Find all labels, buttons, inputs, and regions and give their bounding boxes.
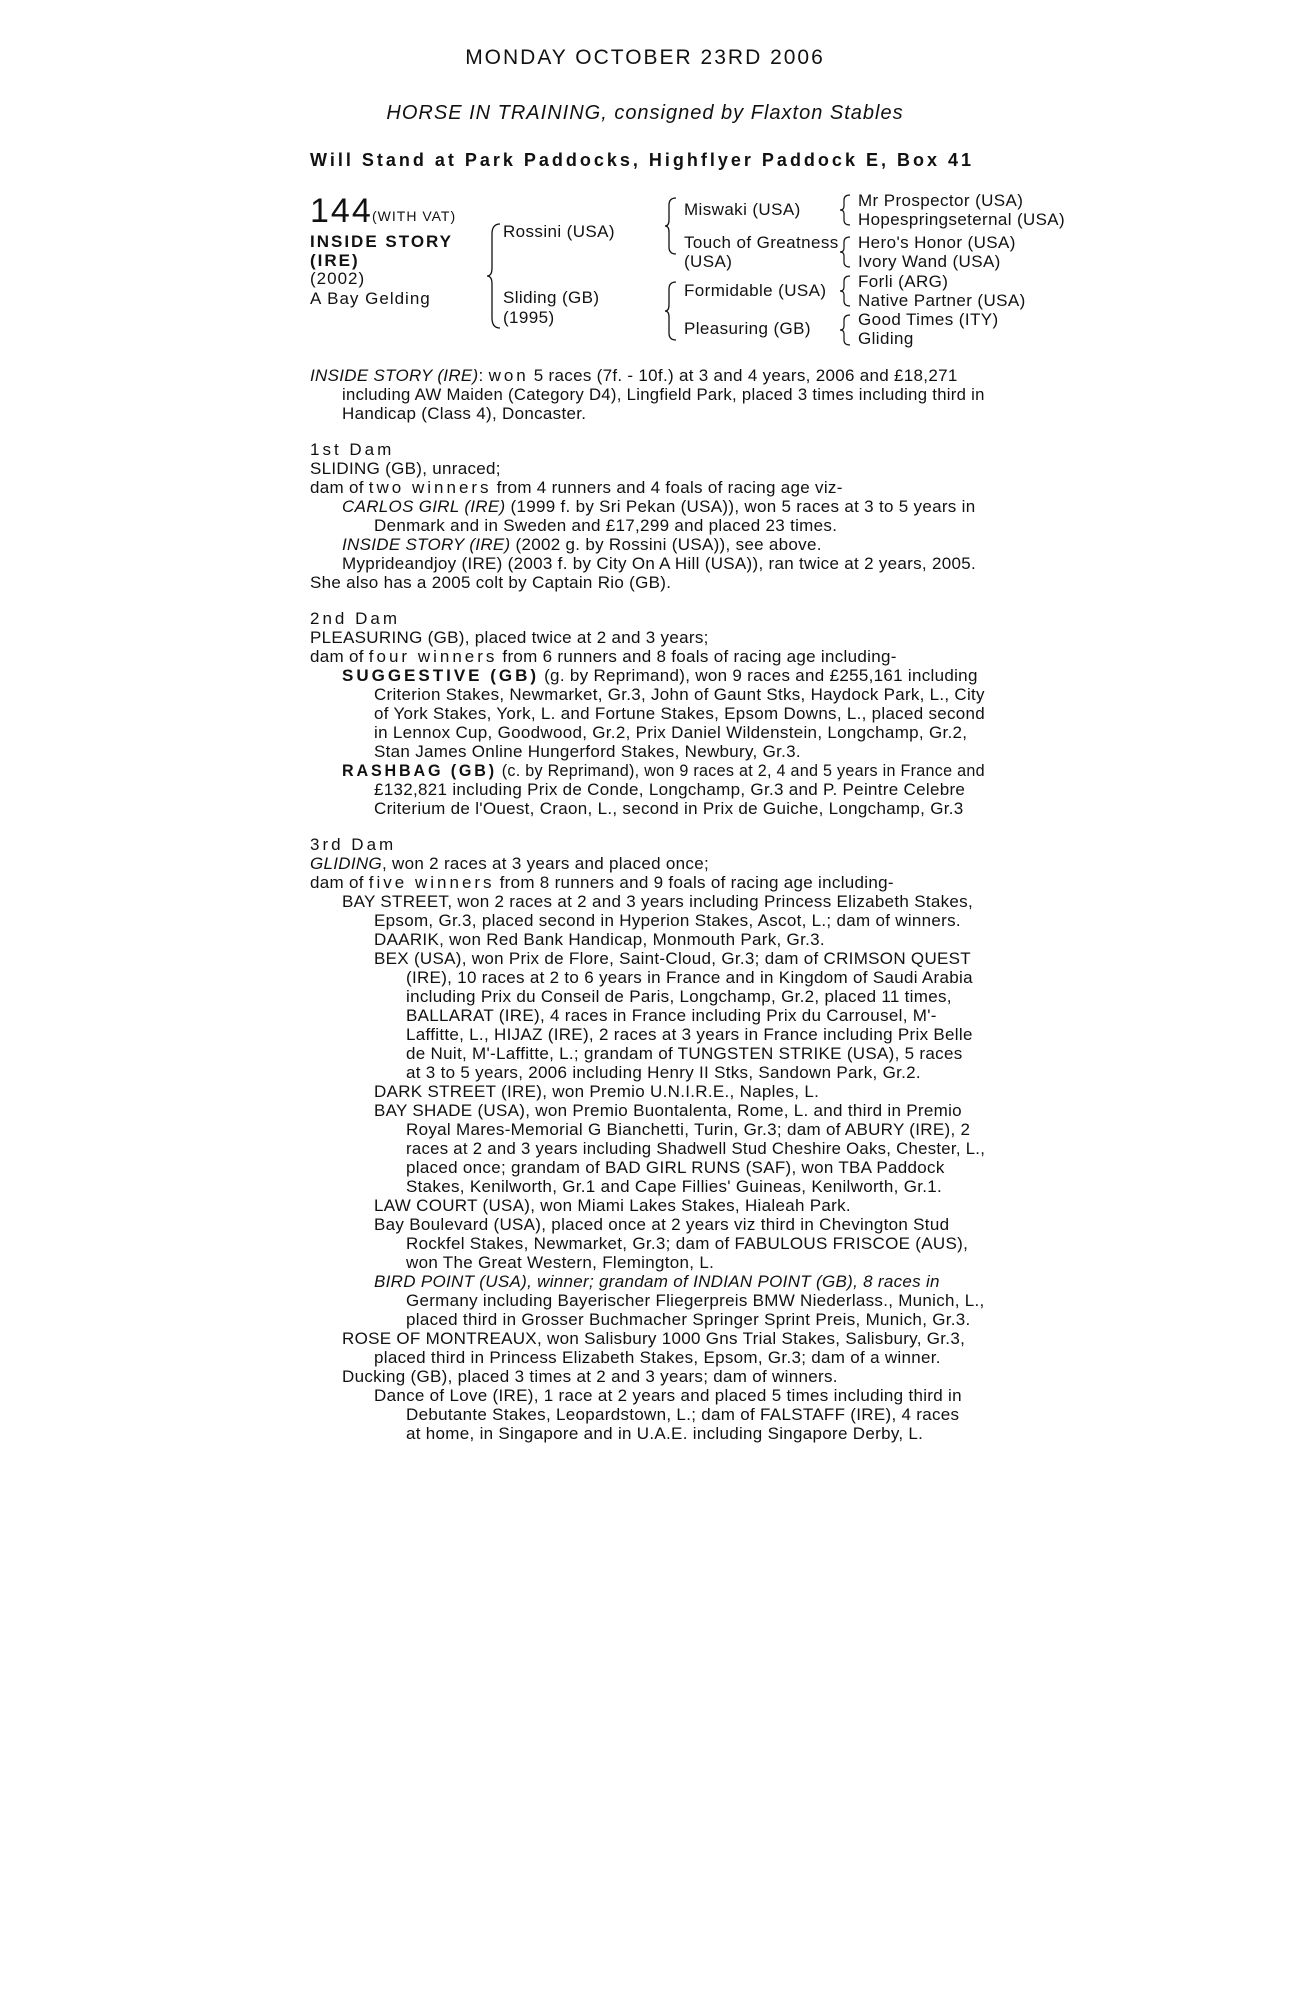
third-dam-produce-9: de Nuit, M'-Laffitte, L.; grandam of TUNGSTEN STRIKE (USA), 5 races (406, 1044, 963, 1063)
third-dam-l1b: , won 2 races at 3 years and placed once; (382, 854, 710, 873)
sire-dam-brace (486, 222, 504, 330)
third-dam-produce-4: BEX (USA), won Prix de Flore, Saint-Cloud, Gr.3; dam of CRIMSON QUEST (374, 949, 971, 968)
dam-sire: Formidable (USA) (684, 281, 827, 300)
inside-story-ref: INSIDE STORY (IRE) (342, 535, 511, 554)
first-dam-line-4: Denmark and in Sweden and £17,299 and placed 23 times. (374, 516, 838, 535)
second-dam-line-8 (342, 761, 985, 780)
horse-origin: (IRE) (310, 251, 360, 270)
third-dam-produce-20: won The Great Western, Flemington, L. (406, 1253, 715, 1272)
first-dam-line-3 (342, 497, 975, 516)
grandsire-6: Native Partner (USA) (858, 291, 1026, 310)
third-dam-produce-11: DARK STREET (IRE), won Premio U.N.I.R.E., Naples, L. (374, 1082, 820, 1101)
third-dam-line-1 (310, 854, 709, 873)
third-dam-produce-25: placed third in Princess Elizabeth Stakes, Epsom, Gr.3; dam of a winner. (374, 1348, 941, 1367)
rashbag-name: RASHBAG (GB) (342, 761, 497, 780)
dam: Sliding (GB) (503, 288, 600, 307)
horse-name: INSIDE STORY (310, 232, 454, 251)
first-dam-line-2 (310, 478, 843, 497)
grandsire-8: Gliding (858, 329, 914, 348)
sire-dam-origin: (USA) (684, 252, 733, 271)
second-dam-line-6: in Lennox Cup, Goodwood, Gr.2, Prix Daniel Wildenstein, Longchamp, Gr.2, (374, 723, 968, 742)
second-dam-heading: 2nd Dam (310, 609, 400, 628)
summary-text: 5 races (7f. - 10f.) at 3 and 4 years, 2006 and £18,271 (528, 366, 958, 385)
second-dam-line-3 (342, 666, 978, 685)
sire: Rossini (USA) (503, 222, 615, 241)
first-dam-l2c: from 4 runners and 4 foals of racing age viz- (491, 478, 843, 497)
carlos-girl-name: CARLOS GIRL (IRE) (342, 497, 506, 516)
third-dam-produce-27: Dance of Love (IRE), 1 race at 2 years and placed 5 times including third in (374, 1386, 962, 1405)
second-dam-l2a: dam of (310, 647, 369, 666)
third-dam-produce-2: Epsom, Gr.3, placed second in Hyperion Stakes, Ascot, L.; dam of winners. (374, 911, 961, 930)
sale-date-header: MONDAY OCTOBER 23RD 2006 (465, 46, 825, 69)
horse-description: A Bay Gelding (310, 289, 431, 308)
third-dam-produce-28: Debutante Stakes, Leopardstown, L.; dam of FALSTAFF (IRE), 4 races (406, 1405, 960, 1424)
third-dam-produce-23: placed third in Grosser Buchmacher Springer Sprint Preis, Munich, Gr.3. (406, 1310, 971, 1329)
suggestive-name: SUGGESTIVE (GB) (342, 666, 540, 685)
second-dam-line-4: Criterion Stakes, Newmarket, Gr.3, John of Gaunt Stks, Haydock Park, L., City (374, 685, 985, 704)
gliding-name: GLIDING (310, 854, 383, 873)
grandsire-4: Ivory Wand (USA) (858, 252, 1001, 271)
second-dam-line-9: £132,821 including Prix de Conde, Longchamp, Gr.3 and P. Peintre Celebre (374, 780, 966, 799)
third-dam-produce-19: Rockfel Stakes, Newmarket, Gr.3; dam of FABULOUS FRISCOE (AUS), (406, 1234, 969, 1253)
third-dam-produce-14: races at 2 and 3 years including Shadwell Stud Cheshire Oaks, Chester, L., (406, 1139, 986, 1158)
sire-dam: Touch of Greatness (684, 233, 839, 252)
second-dam-line-1: PLEASURING (GB), placed twice at 2 and 3 years; (310, 628, 709, 647)
third-dam-produce-26: Ducking (GB), placed 3 times at 2 and 3 years; dam of winners. (342, 1367, 838, 1386)
third-dam-produce-12: BAY SHADE (USA), won Premio Buontalenta, Rome, L. and third in Premio (374, 1101, 962, 1120)
second-dam-line-5: of York Stakes, York, L. and Fortune Stakes, Epsom Downs, L., placed second (374, 704, 985, 723)
third-dam-produce-1: BAY STREET, won 2 races at 2 and 3 years including Princess Elizabeth Stakes, (342, 892, 973, 911)
dam-line-brace (664, 280, 680, 342)
third-dam-produce-22: Germany including Bayerischer Fliegerpreis BMW Niederlass., Munich, L., (406, 1291, 985, 1310)
g-brace-3 (839, 274, 853, 308)
first-dam-line-1: SLIDING (GB), unraced; (310, 459, 501, 478)
g-brace-2 (839, 235, 853, 269)
second-dam-l8b: (c. by Reprimand), won 9 races at 2, 4 and 5 years in France and (496, 761, 985, 780)
third-dam-produce-7: BALLARAT (IRE), 4 races in France including Prix du Carrousel, M'- (406, 1006, 937, 1025)
race-summary-line-3: Handicap (Class 4), Doncaster. (342, 404, 587, 423)
g-brace-1 (839, 193, 853, 227)
first-dam-heading: 1st Dam (310, 440, 395, 459)
third-dam-produce-8: Laffitte, L., HIJAZ (IRE), 2 races at 3 years in France including Prix Belle (406, 1025, 973, 1044)
third-dam-produce-17: LAW COURT (USA), won Miami Lakes Stakes, Hialeah Park. (374, 1196, 851, 1215)
summary-horse-name: INSIDE STORY (IRE) (310, 366, 479, 385)
summary-won: won (488, 366, 529, 385)
second-dam-l3b: (g. by Reprimand), won 9 races and £255,161 including (539, 666, 978, 685)
race-summary-line: INSIDE STORY (IRE): won 5 races (7f. - 10f.) at 3 and 4 years, 2006 and £18,271 (310, 366, 958, 385)
third-dam-line-2 (310, 873, 894, 892)
lot-number: 144 (310, 192, 373, 230)
g-brace-4 (839, 313, 853, 347)
first-dam-line-5 (342, 535, 822, 554)
first-dam-line-6: Myprideandjoy (IRE) (2003 f. by City On A Hill (USA)), ran twice at 2 years, 2005. (342, 554, 977, 573)
third-dam-produce-5: (IRE), 10 races at 2 to 6 years in France and in Kingdom of Saudi Arabia (406, 968, 973, 987)
first-dam-winners: two winners (368, 478, 492, 497)
third-dam-l2c: from 8 runners and 9 foals of racing age including- (494, 873, 894, 892)
second-dam-line-10: Criterium de l'Ouest, Craon, L., second in Prix de Guiche, Longchamp, Gr.3 (374, 799, 964, 818)
third-dam-produce-10: at 3 to 5 years, 2006 including Henry II Stks, Sandown Park, Gr.2. (406, 1063, 921, 1082)
lot-vat-note: (WITH VAT) (372, 208, 457, 224)
first-dam-l5b: (2002 g. by Rossini (USA)), see above. (510, 535, 822, 554)
grandsire-1: Mr Prospector (USA) (858, 191, 1024, 210)
race-summary-line-2: including AW Maiden (Category D4), Lingfield Park, placed 3 times including third in (342, 385, 985, 404)
first-dam-line-7: She also has a 2005 colt by Captain Rio (GB). (310, 573, 672, 592)
horse-foaling-year: (2002) (310, 269, 366, 288)
third-dam-produce-24: ROSE OF MONTREAUX, won Salisbury 1000 Gns Trial Stakes, Salisbury, Gr.3, (342, 1329, 966, 1348)
second-dam-line-2 (310, 647, 897, 666)
grandsire-3: Hero's Honor (USA) (858, 233, 1016, 252)
third-dam-produce-16: Stakes, Kenilworth, Gr.1 and Cape Fillies' Guineas, Kenilworth, Gr.1. (406, 1177, 943, 1196)
third-dam-produce-18: Bay Boulevard (USA), placed once at 2 years viz third in Chevington Stud (374, 1215, 950, 1234)
second-dam-line-7: Stan James Online Hungerford Stakes, Newbury, Gr.3. (374, 742, 801, 761)
grandsire-2: Hopespringseternal (USA) (858, 210, 1065, 229)
third-dam-produce-6: including Prix du Conseil de Paris, Longchamp, Gr.2, placed 11 times, (406, 987, 952, 1006)
third-dam-produce-21: BIRD POINT (USA), winner; grandam of INDIAN POINT (GB), 8 races in (374, 1272, 940, 1291)
stand-location: Will Stand at Park Paddocks, Highflyer Paddock E, Box 41 (310, 150, 974, 170)
third-dam-heading: 3rd Dam (310, 835, 397, 854)
consignment-line: HORSE IN TRAINING, consigned by Flaxton Stables (386, 102, 904, 124)
third-dam-l2a: dam of (310, 873, 369, 892)
third-dam-produce-29: at home, in Singapore and in U.A.E. including Singapore Derby, L. (406, 1424, 924, 1443)
third-dam-produce-13: Royal Mares-Memorial G Bianchetti, Turin, Gr.3; dam of ABURY (IRE), 2 (406, 1120, 971, 1139)
third-dam-winners: five winners (368, 873, 495, 892)
sire-line-brace (664, 196, 680, 256)
grandsire-7: Good Times (ITY) (858, 310, 999, 329)
third-dam-produce-3: DAARIK, won Red Bank Handicap, Monmouth Park, Gr.3. (374, 930, 825, 949)
dam-dam: Pleasuring (GB) (684, 319, 811, 338)
sire-sire: Miswaki (USA) (684, 200, 801, 219)
first-dam-l2a: dam of (310, 478, 369, 497)
third-dam-produce-15: placed once; grandam of BAD GIRL RUNS (SAF), won TBA Paddock (406, 1158, 945, 1177)
second-dam-winners: four winners (368, 647, 498, 666)
grandsire-5: Forli (ARG) (858, 272, 949, 291)
second-dam-l2c: from 6 runners and 8 foals of racing age including- (497, 647, 897, 666)
first-dam-l3b: (1999 f. by Sri Pekan (USA)), won 5 races at 3 to 5 years in (505, 497, 976, 516)
dam-year: (1995) (503, 308, 555, 327)
